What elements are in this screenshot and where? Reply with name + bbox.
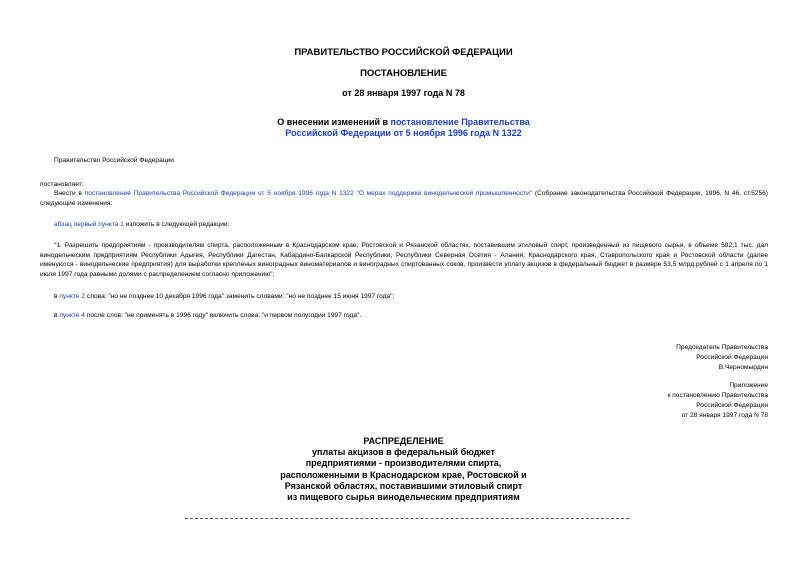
signature-line3: В.Черномырдин	[718, 364, 768, 371]
p1-prefix: Внести в	[54, 190, 85, 197]
signature-line2: Российской Федерации	[696, 354, 768, 361]
p1-rest: (Собрание законодательства Российской Федерации, 1996, N 46, ст.5256) следующие изменения:	[40, 190, 769, 207]
p2-rest: изложить в следующей редакции:	[123, 221, 230, 228]
appendix-line4: от 28 января 1997 года N 78	[681, 412, 768, 419]
signature-line1: Председатель Правительства	[676, 344, 768, 351]
distribution-line1: РАСПРЕДЕЛЕНИЕ	[363, 436, 444, 446]
p4-rest: слова: "но не позднее 10 декабря 1996 года" заменить словами: "но не позднее 15 июня 1997 года";	[84, 293, 395, 300]
distribution-line6: из пищевого сырья винодельческим предприятиям	[287, 492, 520, 503]
item4-link[interactable]: пункте 4	[59, 312, 85, 319]
title-link-part1[interactable]: постановление Правительства	[390, 117, 530, 127]
signature-block	[676, 343, 768, 373]
document-type-heading: ПОСТАНОВЛЕНИЕ	[360, 68, 447, 79]
distribution-heading	[0, 436, 807, 503]
item1-link[interactable]: абзац первый пункта 1	[54, 221, 124, 228]
title-prefix: О внесении изменений в	[277, 117, 391, 127]
paragraph-item2	[54, 292, 394, 302]
decree-1322-link[interactable]: постановление Правительства Российской Федерации от 5 ноября 1996 года N 1322 "О мерах поддержки винодельческой промышленности"	[84, 190, 533, 197]
distribution-line4: расположенными в Краснодарском крае, Ростовской и	[280, 469, 527, 480]
distribution-line3: предприятиями - производителями спирта,	[305, 458, 502, 469]
appendix-block	[668, 381, 769, 421]
paragraph-new-wording: "1. Разрешить предприятиям - производителям спирта, расположенным в Краснодарском крае, Ростовской и Рязанской областях, поставившим этиловый спирт, произведенный из пищевого сырья, в объеме 582,1 тыс. дал винодельческим предприятиям Республики Адыгея, Республики Дагестан, Кабардино-Балкарской Республики, Республики Северная Осетия - Алания, Краснодарского края, Ставропольского края и Ростовской области (далее именуются - винодельческие предприятия) для выработки крепленых виноградных виноматериалов и виноградных спиртованных соков, произвести уплату акцизов в федеральный бюджет в размере 53,5 млрд.рублей с 1 апреля по 1 июля 1997 года равными долями с распределением согласно приложению";	[40, 242, 768, 278]
paragraph-item4	[54, 311, 361, 321]
distribution-line2: уплаты акцизов в федеральный бюджет	[312, 447, 495, 458]
title-link-part2[interactable]: Российской Федерации от 5 ноября 1996 года N 1322	[285, 128, 522, 138]
paragraph-amendments	[40, 189, 768, 208]
p5-prefix: в	[54, 312, 60, 319]
p4-prefix: в	[54, 293, 60, 300]
distribution-line5: Рязанской областях, поставившими этиловый спирт	[284, 480, 523, 491]
decrees-text: постановляет:	[40, 181, 84, 188]
paragraph-item1	[54, 220, 229, 230]
appendix-line2: к постановлению Правительства	[667, 392, 768, 399]
item2-link[interactable]: пункте 2	[59, 293, 85, 300]
appendix-line3: Российской Федерации	[696, 402, 768, 409]
document-date-number: от 28 января 1997 года N 78	[342, 88, 465, 98]
appendix-line1: Приложение	[729, 382, 768, 389]
intro-text: Правительство Российской Федерации	[54, 157, 174, 164]
table-divider	[185, 518, 629, 519]
document-title	[0, 117, 807, 139]
p5-rest: после слов: "не применять в 1996 году" включить слова: "и первом полугодии 1997 года".	[84, 312, 362, 319]
government-heading: ПРАВИТЕЛЬСТВО РОССИЙСКОЙ ФЕДЕРАЦИИ	[294, 47, 513, 58]
